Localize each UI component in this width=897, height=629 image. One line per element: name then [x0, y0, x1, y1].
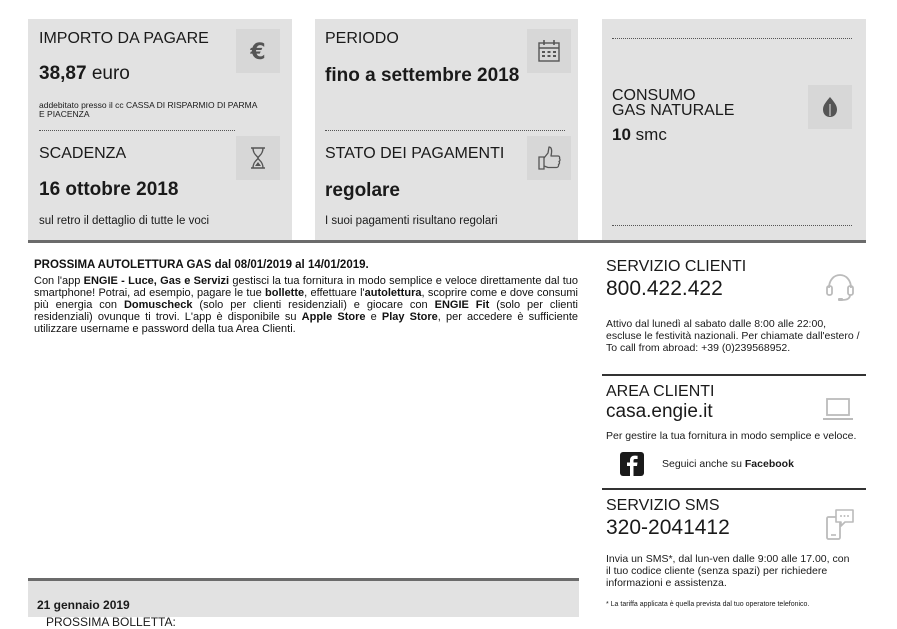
euro-icon [246, 39, 270, 63]
importo-divider [39, 130, 235, 131]
periodo-value: fino a settembre 2018 [325, 65, 520, 86]
importo-unit: euro [91, 63, 130, 84]
thumbs-up-icon [536, 145, 562, 171]
stato-label: STATO DEI PAGAMENTI [325, 145, 505, 162]
servizio-clienti-text: Attivo dal lunedì al sabato dalle 8:00 alle 22:00, escluse le festività nazionali. Per chiamate dall'estero / To call from abroad: +39 (0)239568952. [606, 318, 860, 354]
consumo-amount: 10 [612, 125, 631, 144]
headset-icon [824, 271, 856, 303]
servizio-clienti-number: 800.422.422 [606, 277, 723, 300]
periodo-stato-card [315, 19, 578, 240]
consumo-unit: smc [635, 125, 667, 144]
prossima-autolettura-title: PROSSIMA AUTOLETTURA GAS dal 08/01/2019 al 14/01/2019. [34, 259, 369, 271]
facebook-link[interactable] [662, 458, 794, 470]
facebook-icon[interactable] [620, 452, 644, 476]
servizio-sms-number: 320-2041412 [606, 516, 730, 539]
consumo-label-line1: CONSUMO [612, 87, 696, 104]
app-autolettura: autolettura [364, 287, 422, 299]
app-text-3: , effettuare l' [304, 287, 365, 299]
facebook-prefix: Seguici anche su [662, 458, 745, 470]
app-text-2: gestisci la tua fornitura in modo semplice e veloce direttamente dal tuo smartphone! Potrai, ad esempio, pagare le tue [34, 275, 578, 299]
importo-note: addebitato presso il cc CASSA DI RISPARMIO DI PARMA E PIACENZA [39, 100, 257, 119]
right-divider-1 [602, 374, 866, 376]
calendar-icon [537, 39, 561, 63]
facebook-f-glyph [620, 452, 644, 476]
app-engie-fit: ENGIE Fit [434, 299, 490, 311]
app-play-store: Play Store [381, 311, 438, 323]
hourglass-icon [247, 146, 269, 170]
prossima-bolletta [37, 598, 176, 629]
scadenza-label: SCADENZA [39, 145, 127, 162]
scadenza-note: sul retro il dettaglio di tutte le voci [39, 215, 210, 227]
app-domuscheck: Domuscheck [123, 299, 193, 311]
prossima-autolettura-section [34, 259, 578, 335]
app-apple-store: Apple Store [301, 311, 366, 323]
consumo-value [612, 125, 667, 145]
periodo-divider [325, 130, 565, 131]
servizio-clienti-title: SERVIZIO CLIENTI [606, 258, 747, 275]
prossima-bolletta-date: 21 gennaio 2019 [37, 598, 130, 612]
scadenza-value: 16 ottobre 2018 [39, 179, 179, 200]
importo-scadenza-card [28, 19, 292, 240]
area-clienti-text: Per gestire la tua fornitura in modo semplice e veloce. [606, 430, 857, 442]
app-text-5: (solo per clienti residenziali) e giocare con [192, 299, 435, 311]
servizio-sms-footnote: * La tariffa applicata è quella prevista dal tuo operatore telefonico. [606, 601, 810, 608]
periodo-label: PERIODO [325, 30, 399, 47]
engie-app-description [34, 275, 578, 335]
headset-icon-box [818, 265, 862, 309]
right-divider-2 [602, 488, 866, 490]
calendar-icon-box [527, 29, 571, 73]
importo-label: IMPORTO DA PAGARE [39, 30, 209, 47]
area-clienti-site[interactable]: casa.engie.it [606, 401, 713, 422]
app-text-7: e [365, 311, 382, 323]
sms-phone-icon-box [816, 502, 860, 546]
servizio-sms-title: SERVIZIO SMS [606, 497, 720, 514]
app-text-4: , scoprire come e dove consumi più energia con [34, 287, 578, 311]
importo-amount: 38,87 [39, 63, 87, 84]
prossima-bolletta-label: PROSSIMA BOLLETTA: [46, 615, 176, 629]
laptop-icon [822, 396, 854, 424]
stato-note: I suoi pagamenti risultano regolari [325, 215, 498, 227]
prossima-bolletta-box [28, 578, 579, 629]
consumo-card [602, 19, 866, 240]
sms-phone-icon [821, 507, 855, 541]
consumo-top-divider [612, 38, 852, 39]
consumo-bottom-divider [612, 225, 852, 226]
flame-icon-box [808, 85, 852, 129]
hourglass-icon-box [236, 136, 280, 180]
area-clienti-title: AREA CLIENTI [606, 383, 715, 400]
laptop-icon-box [816, 388, 860, 432]
servizio-sms-text: Invia un SMS*, dal lun-ven dalle 9:00 alle 17.00, con il tuo codice cliente (senza spazi) per richiedere informazioni e assistenza. [606, 553, 850, 589]
app-text-6: (solo per clienti residenziali) ovunque ti trovi. L'app è disponibile su [34, 299, 579, 323]
euro-icon-box [236, 29, 280, 73]
flame-icon [820, 96, 840, 118]
app-bollette: bollette [265, 287, 305, 299]
consumo-label-line2: GAS NATURALE [612, 102, 735, 119]
thumbs-up-icon-box [527, 136, 571, 180]
importo-value [39, 63, 130, 85]
app-text-8: , per accedere è sufficiente utilizzare username e password della tua Area Clienti. [34, 311, 578, 335]
app-name: ENGIE - Luce, Gas e Servizi [83, 275, 230, 287]
app-text-1: Con l'app [34, 275, 84, 287]
facebook-label: Facebook [744, 458, 794, 470]
section-divider [28, 240, 866, 243]
stato-value: regolare [325, 180, 400, 201]
svg-text:€: € [250, 40, 266, 65]
